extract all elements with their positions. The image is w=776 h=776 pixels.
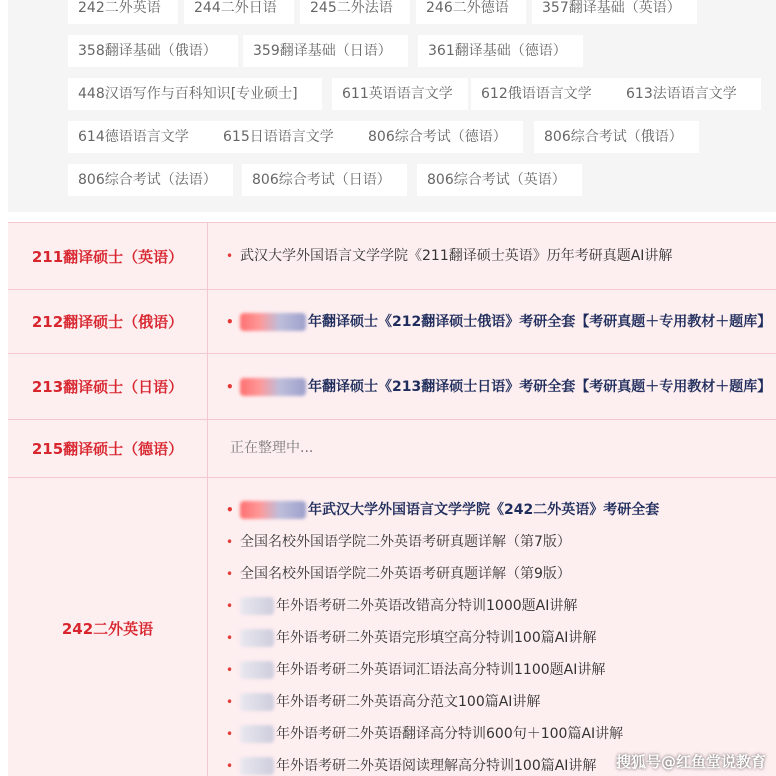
bullet-icon: • bbox=[226, 631, 234, 645]
table-row-213 bbox=[8, 354, 776, 420]
tag-611[interactable]: 611英语语言文学 bbox=[332, 78, 468, 110]
bullet-icon: • bbox=[226, 599, 234, 613]
row-title: 215翻译硕士（德语） bbox=[8, 420, 208, 477]
tag-806-english[interactable]: 806综合考试（英语） bbox=[417, 164, 582, 196]
tag-361[interactable]: 361翻译基础（德语） bbox=[418, 35, 583, 67]
tag-242[interactable]: 242二外英语 bbox=[68, 0, 178, 24]
row-title: 211翻译硕士（英语） bbox=[8, 223, 208, 289]
tag-806-russian[interactable]: 806综合考试（俄语） bbox=[534, 121, 699, 153]
tag-244[interactable]: 244二外日语 bbox=[184, 0, 294, 24]
tag-613[interactable]: 613法语语言文学 bbox=[616, 78, 761, 110]
redacted-year bbox=[240, 501, 306, 519]
redacted-year bbox=[240, 597, 274, 615]
redacted-year bbox=[240, 693, 274, 711]
table-row-211 bbox=[8, 223, 776, 290]
row-body: • 年翻译硕士《212翻译硕士俄语》考研全套【考研真题＋专用教材＋题库】 bbox=[226, 290, 776, 353]
redacted-year bbox=[240, 378, 306, 396]
tag-806-french[interactable]: 806综合考试（法语） bbox=[68, 164, 233, 196]
pending-status: 正在整理中... bbox=[230, 440, 314, 456]
tag-246[interactable]: 246二外德语 bbox=[416, 0, 526, 24]
tag-612[interactable]: 612俄语语言文学 bbox=[471, 78, 616, 110]
redacted-year bbox=[240, 661, 274, 679]
exam-subject-tag-panel bbox=[8, 0, 776, 212]
tag-806-german[interactable]: 806综合考试（德语） bbox=[358, 121, 523, 153]
bullet-icon: • bbox=[226, 567, 234, 581]
watermark: 搜狐号@红鱼堂说教育 bbox=[615, 753, 766, 771]
redacted-year bbox=[240, 725, 274, 743]
tag-614[interactable]: 614德语语言文学 bbox=[68, 121, 214, 153]
redacted-year bbox=[240, 757, 274, 775]
row-body: • 武汉大学外国语言文学学院《211翻译硕士英语》历年考研真题AI讲解 bbox=[226, 223, 776, 289]
bullet-icon: • bbox=[226, 315, 234, 329]
row-title: 242二外英语 bbox=[8, 478, 208, 776]
tag-806-japanese[interactable]: 806综合考试（日语） bbox=[242, 164, 407, 196]
bullet-icon: • bbox=[226, 727, 234, 741]
tag-245[interactable]: 245二外法语 bbox=[300, 0, 410, 24]
bullet-icon: • bbox=[226, 663, 234, 677]
subject-table bbox=[8, 222, 776, 776]
redacted-year bbox=[240, 629, 274, 647]
row-body: • 年翻译硕士《213翻译硕士日语》考研全套【考研真题＋专用教材＋题库】 bbox=[226, 354, 776, 419]
row-body: • 年武汉大学外国语言文学学院《242二外英语》考研全套 • 全国名校外国语学院二外英语考研真题详解（第7版） • 全国名校外国语学院二外英语考研真题详解（第9版） • 年外语考研二外英语改错高分特训1000题AI讲解 • 年外语考研二外英语完形填空高分特训100篇AI讲解 • 年外语考研二外英语词汇语法高分特训1100题AI讲解 • 年外语考研二外英语高分范文100篇AI讲解 • 年外语考研二外英语翻译高分特训600句＋100篇AI讲解 • 年外语考研二外英语阅读理解高分特训100篇AI讲解 bbox=[226, 478, 776, 776]
tag-615[interactable]: 615日语语言文学 bbox=[213, 121, 358, 153]
bullet-icon: • bbox=[226, 759, 234, 773]
bullet-icon: • bbox=[226, 535, 234, 549]
bullet-icon: • bbox=[226, 695, 234, 709]
row-body bbox=[226, 420, 776, 477]
table-row-215 bbox=[8, 420, 776, 478]
table-row-242 bbox=[8, 478, 776, 776]
tag-448[interactable]: 448汉语写作与百科知识[专业硕士] bbox=[68, 78, 322, 110]
tag-357[interactable]: 357翻译基础（英语） bbox=[532, 0, 697, 24]
redacted-year bbox=[240, 313, 306, 331]
bullet-icon: • bbox=[226, 503, 234, 517]
row-title: 213翻译硕士（日语） bbox=[8, 354, 208, 419]
tag-358[interactable]: 358翻译基础（俄语） bbox=[68, 35, 238, 67]
bullet-icon: • bbox=[226, 249, 234, 263]
bullet-icon: • bbox=[226, 380, 234, 394]
row-title: 212翻译硕士（俄语） bbox=[8, 290, 208, 353]
table-row-212 bbox=[8, 290, 776, 354]
tag-359[interactable]: 359翻译基础（日语） bbox=[243, 35, 408, 67]
